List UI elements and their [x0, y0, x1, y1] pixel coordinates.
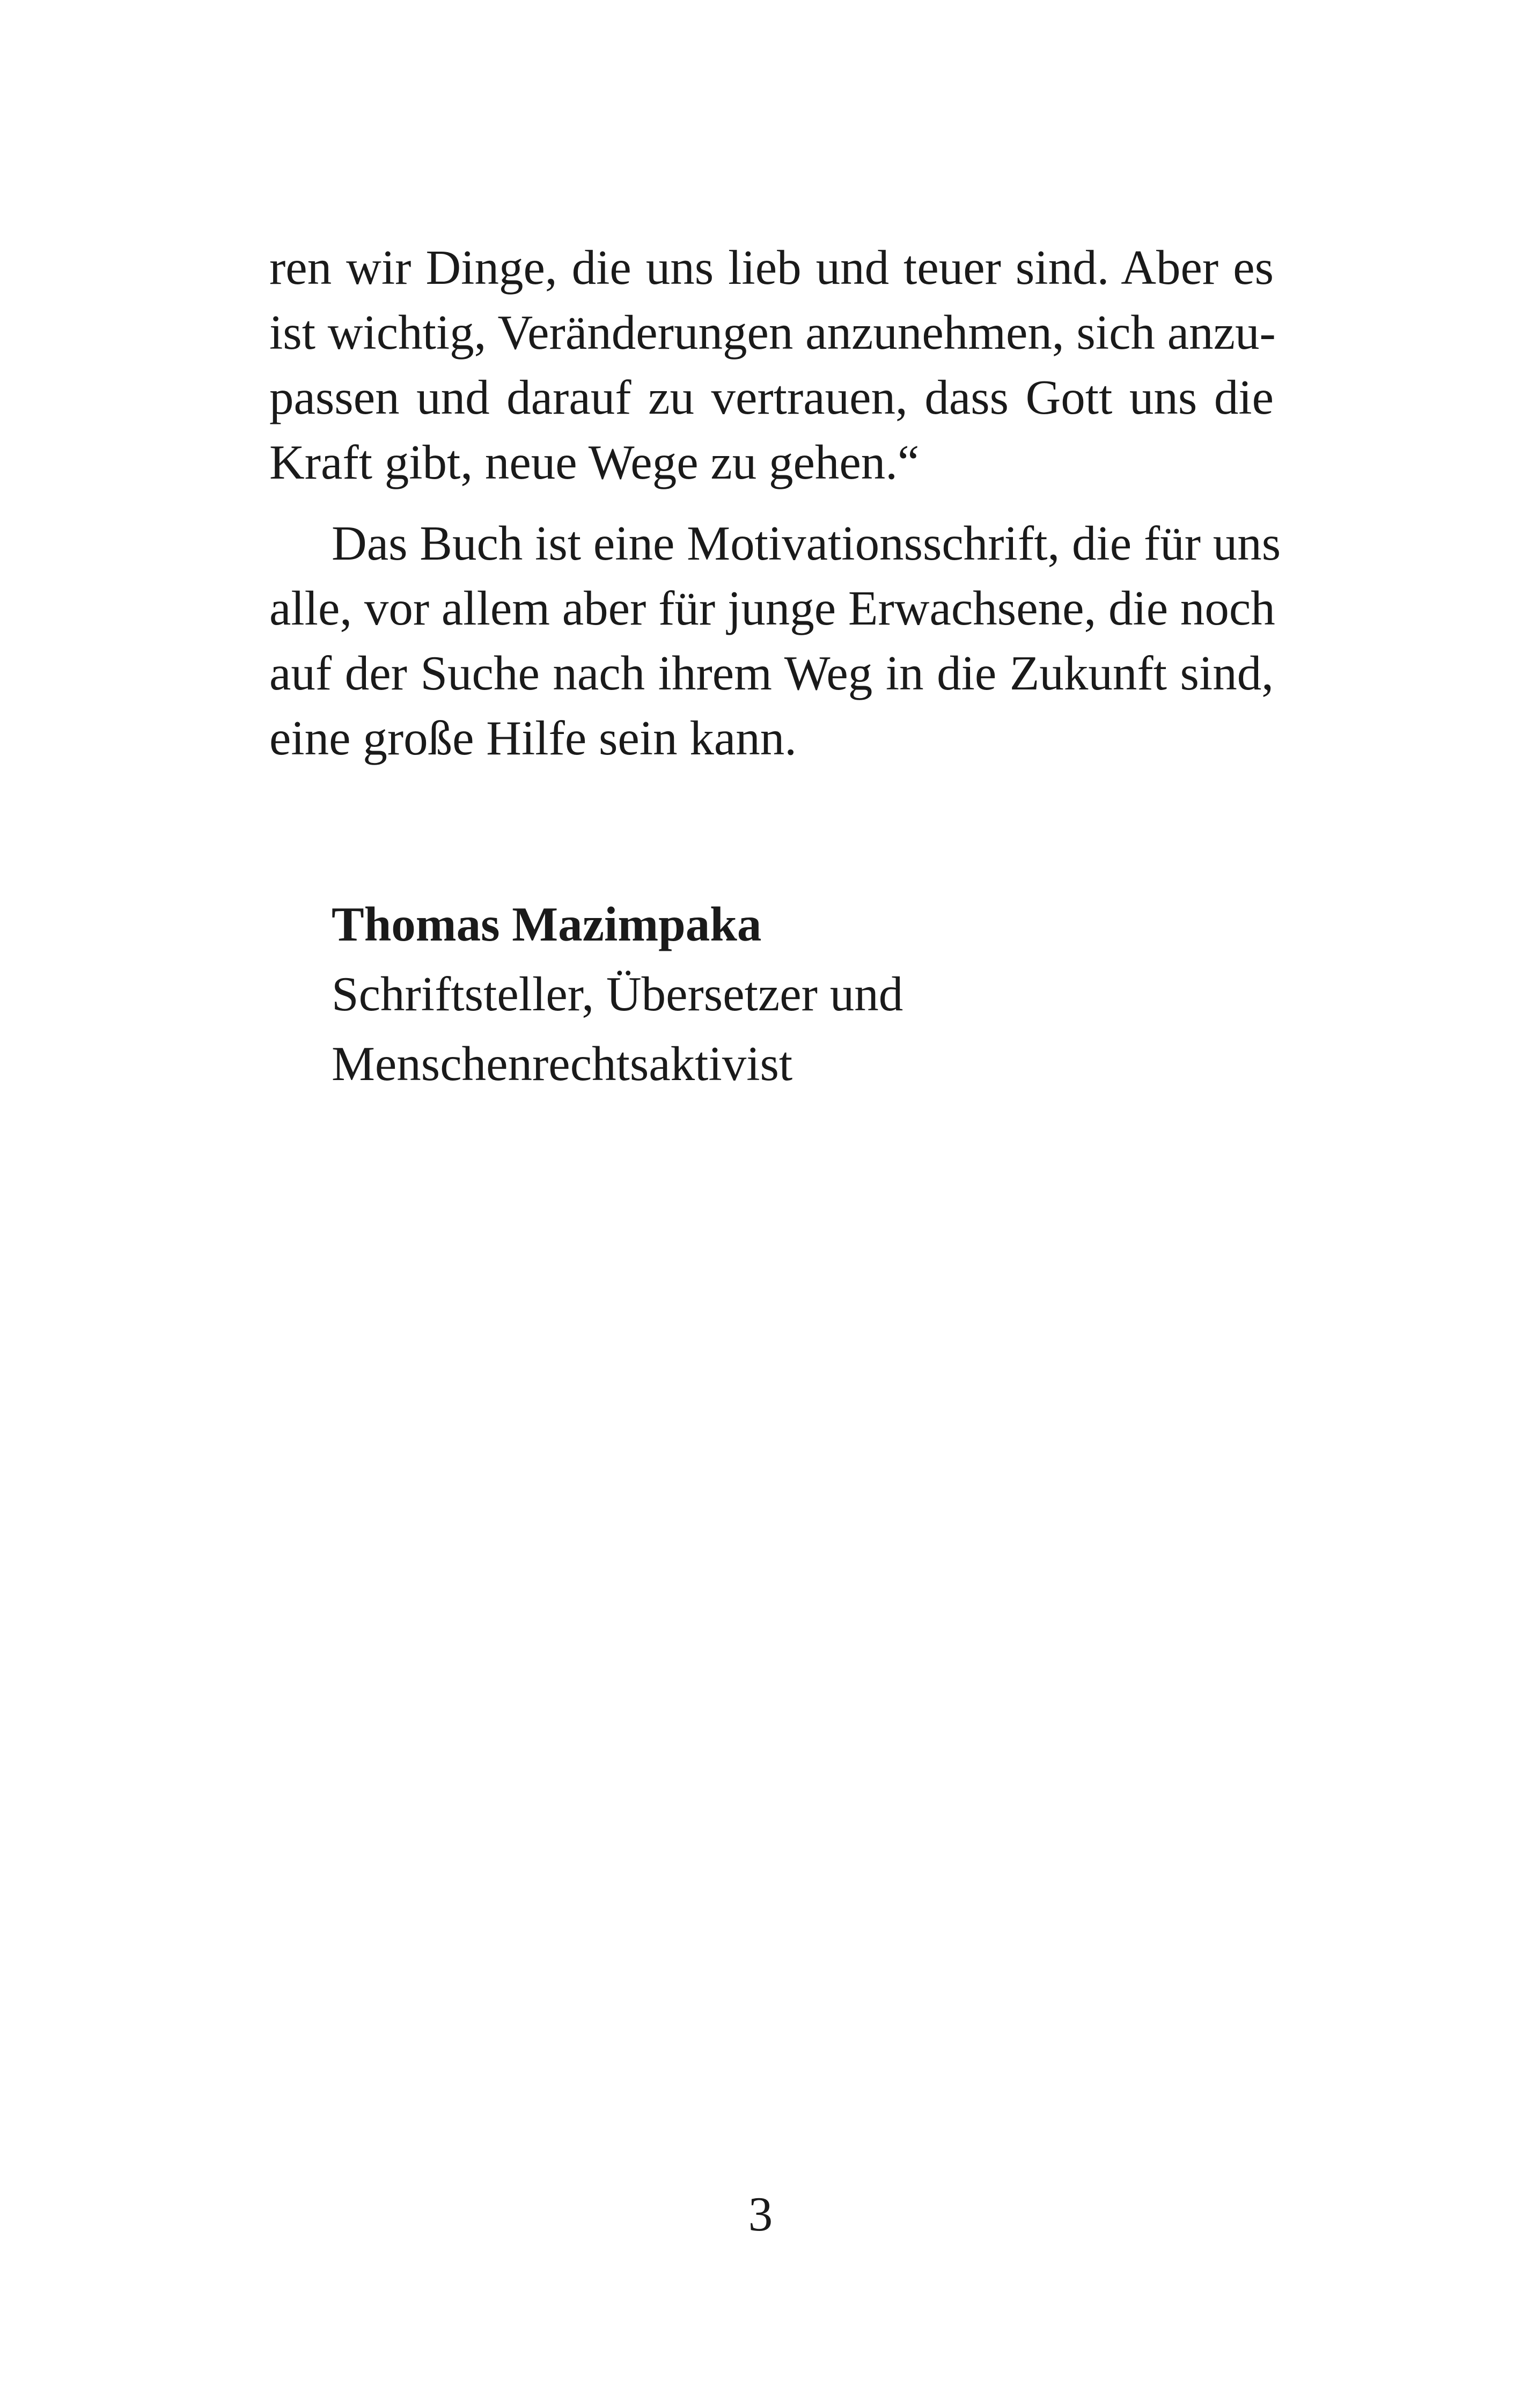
- text-line: Kraft gibt, neue Wege zu gehen.“: [269, 435, 920, 489]
- paragraph-continued-quote: [269, 235, 1274, 495]
- page-number: 3: [748, 2187, 773, 2241]
- text-line: Das Buch ist eine Motivationsschrift, die für uns: [332, 516, 1281, 570]
- author-signature-block: [332, 890, 1244, 1099]
- author-role: Menschenrechtsaktivist: [332, 1037, 793, 1091]
- author-role: Schriftsteller, Übersetzer und: [332, 967, 903, 1021]
- text-line: auf der Suche nach ihrem Weg in die Zukunft sind,: [269, 646, 1274, 700]
- text-line: passen und darauf zu vertrauen, dass Gott uns die: [269, 370, 1274, 424]
- text-line: ist wichtig, Veränderungen anzunehmen, sich anzu-: [269, 305, 1276, 359]
- body-text: [269, 235, 1281, 770]
- text-line: eine große Hilfe sein kann.: [269, 711, 797, 765]
- paragraph-book-summary: [269, 511, 1281, 770]
- author-name: Thomas Mazimpaka: [332, 897, 762, 951]
- text-line: ren wir Dinge, die uns lieb und teuer sind. Aber es: [269, 240, 1274, 295]
- text-line: alle, vor allem aber für junge Erwachsene, die noch: [269, 581, 1275, 635]
